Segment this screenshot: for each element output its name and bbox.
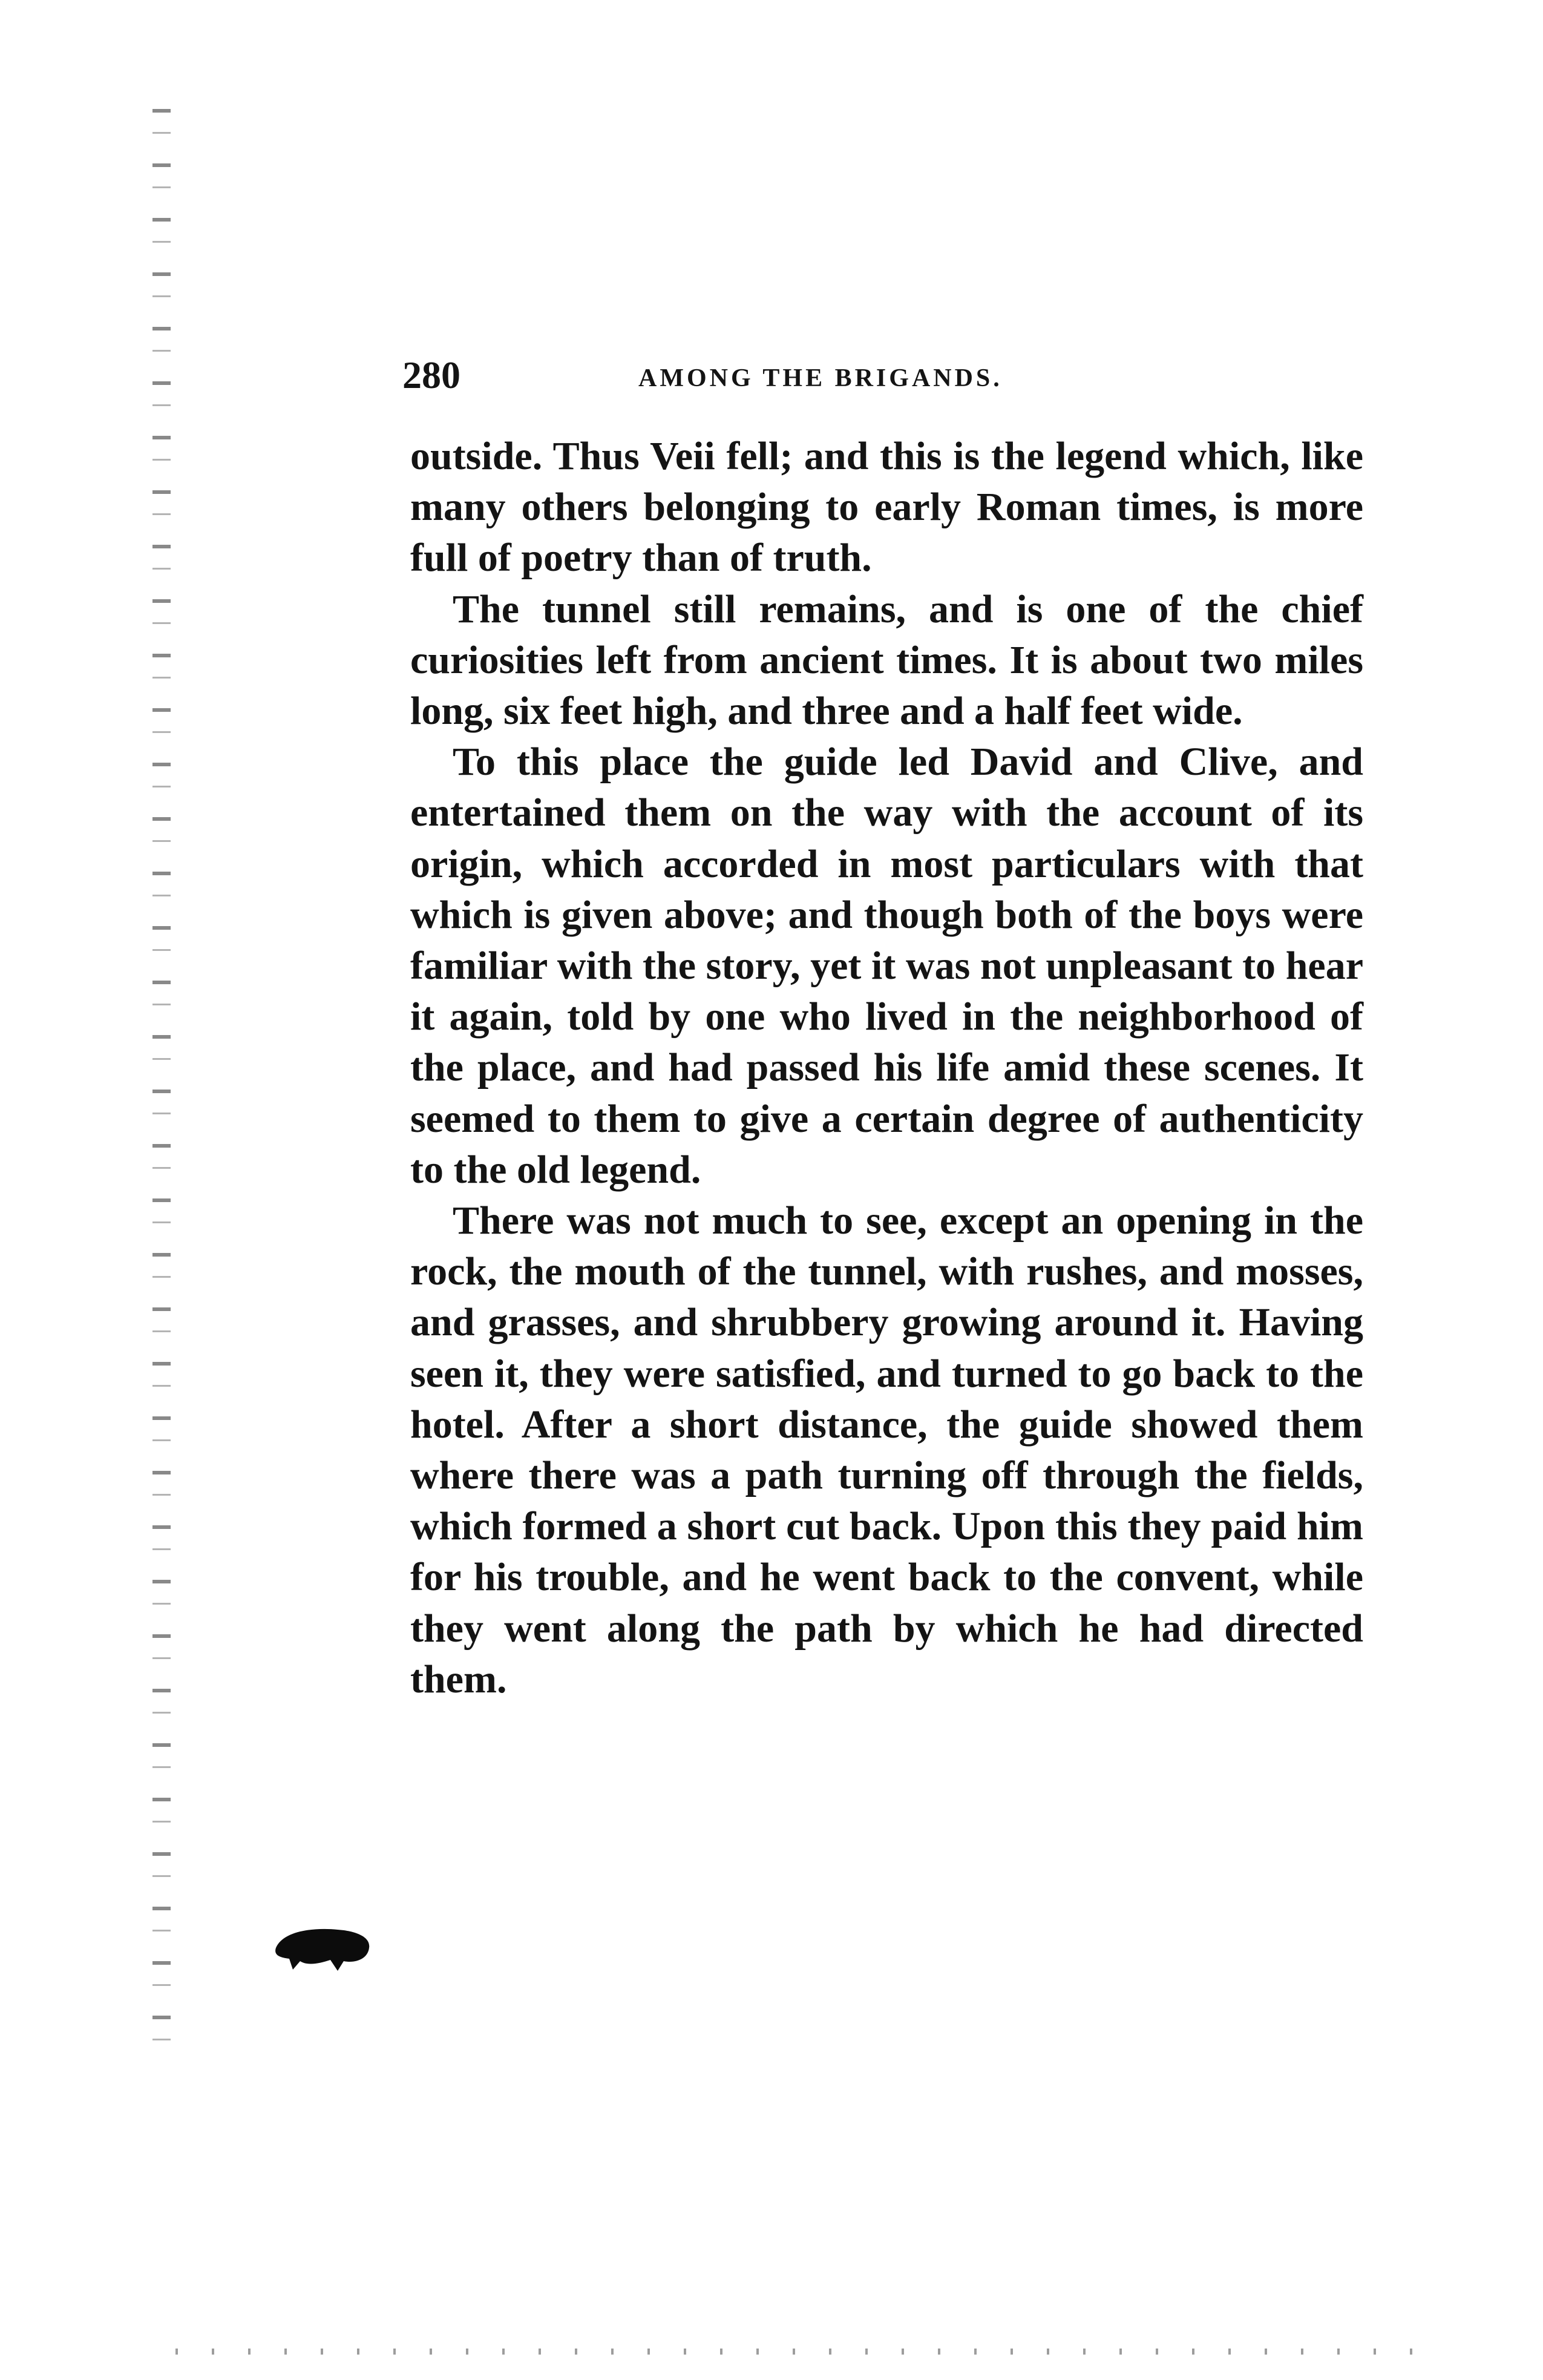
paragraph-1: outside. Thus Veii fell; and this is the legend which, like many others belonging to early Roman times, is more full of poetry than of truth.	[410, 434, 1363, 580]
paragraph-2: The tunnel still remains, and is one of the chief curiosities left from ancient times. It is about two miles long, six feet high, and three and a half feet wide.	[410, 587, 1363, 734]
ink-blot	[271, 1924, 374, 1972]
body-text	[410, 431, 1363, 1705]
scan-bottom-artifact	[175, 2349, 1446, 2355]
paragraph-3: To this place the guide led David and Clive, and entertained them on the way with the account of its origin, which accorded in most particulars with that which is given above; and though both of the boys were familiar with the story, yet it was not unpleasant to hear it again, told by one who lived in the neighborhood of the place, and had passed his life amid these scenes. It seemed to them to give a certain degree of authenticity to the old legend.	[410, 740, 1363, 1192]
page-number: 280	[402, 353, 460, 396]
scan-margin-artifact	[152, 109, 171, 2046]
running-head: AMONG THE BRIGANDS.	[638, 364, 1003, 392]
ink-blot-shape	[271, 1924, 374, 1972]
page-header	[402, 348, 1401, 403]
paragraph-4: There was not much to see, except an opening in the rock, the mouth of the tunnel, with rushes, and mosses, and grasses, and shrubbery growing around it. Having seen it, they were satisfied, and turned to go back to the hotel. After a short distance, the guide showed them where there was a path turning off through the fields, which formed a short cut back. Upon this they paid him for his trouble, and he went back to the convent, while they went along the path by which he had directed them.	[410, 1198, 1363, 1701]
